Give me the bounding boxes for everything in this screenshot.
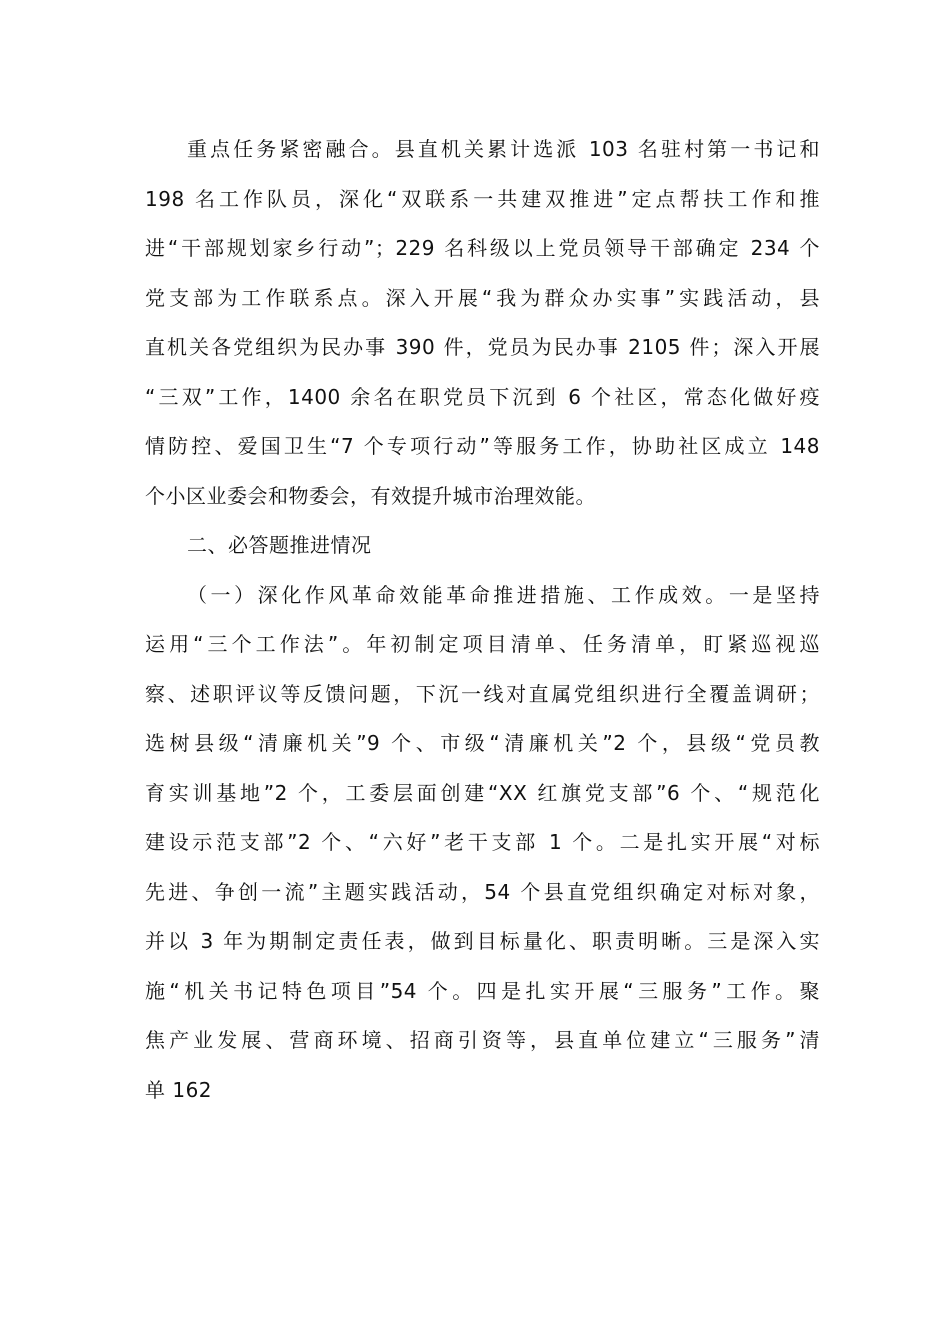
- text-line: 建设示范支部”2 个、“六好”老干支部 1 个。二是扎实开展“对标: [145, 830, 820, 854]
- text-line: 进“干部规划家乡行动”；229 名科级以上党员领导干部确定 234 个: [145, 236, 820, 260]
- text-line: 焦产业发展、营商环境、招商引资等，县直单位建立“三服务”清: [145, 1028, 820, 1052]
- text-line: 情防控、爱国卫生“7 个专项行动”等服务工作，协助社区成立 148: [145, 434, 820, 458]
- paragraph-work-style-reform: [145, 571, 820, 1116]
- text-line: 育实训基地”2 个，工委层面创建“XX 红旗党支部”6 个、“规范化: [145, 780, 820, 805]
- text-line: 并以 3 年为期制定责任表，做到目标量化、职责明晰。三是深入实: [145, 929, 820, 953]
- paragraph-task-integration: [145, 125, 820, 521]
- text-line: 198 名工作队员，深化“双联系一共建双推进”定点帮扶工作和推: [145, 186, 820, 211]
- text-line: 直机关各党组织为民办事 390 件，党员为民办事 2105 件；深入开展: [145, 335, 820, 359]
- text-line: 选树县级“清廉机关”9 个、市级“清廉机关”2 个，县级“党员教: [145, 731, 820, 755]
- text-line: 运用“三个工作法”。年初制定项目清单、任务清单，盯紧巡视巡: [145, 632, 820, 656]
- text-line: 施“机关书记特色项目”54 个。四是扎实开展“三服务”工作。聚: [145, 978, 820, 1003]
- heading-text: 二、必答题推进情况: [187, 533, 372, 557]
- text-line: 察、述职评议等反馈问题，下沉一线对直属党组织进行全覆盖调研；: [145, 681, 820, 706]
- text-line: “三双”工作，1400 余名在职党员下沉到 6 个社区，常态化做好疫: [145, 384, 820, 409]
- text-line: 重点任务紧密融合。县直机关累计选派 103 名驻村第一书记和: [187, 137, 820, 161]
- text-line: 单 162: [145, 1077, 213, 1102]
- document-body: [145, 125, 820, 1115]
- text-line: 个小区业委会和物委会，有效提升城市治理效能。: [145, 483, 596, 508]
- text-line: 党支部为工作联系点。深入开展“我为群众办实事”实践活动，县: [145, 285, 820, 310]
- section-heading: [145, 521, 820, 571]
- text-line: （一）深化作风革命效能革命推进措施、工作成效。一是坚持: [187, 582, 820, 607]
- text-line: 先进、争创一流”主题实践活动，54 个县直党组织确定对标对象，: [145, 879, 820, 904]
